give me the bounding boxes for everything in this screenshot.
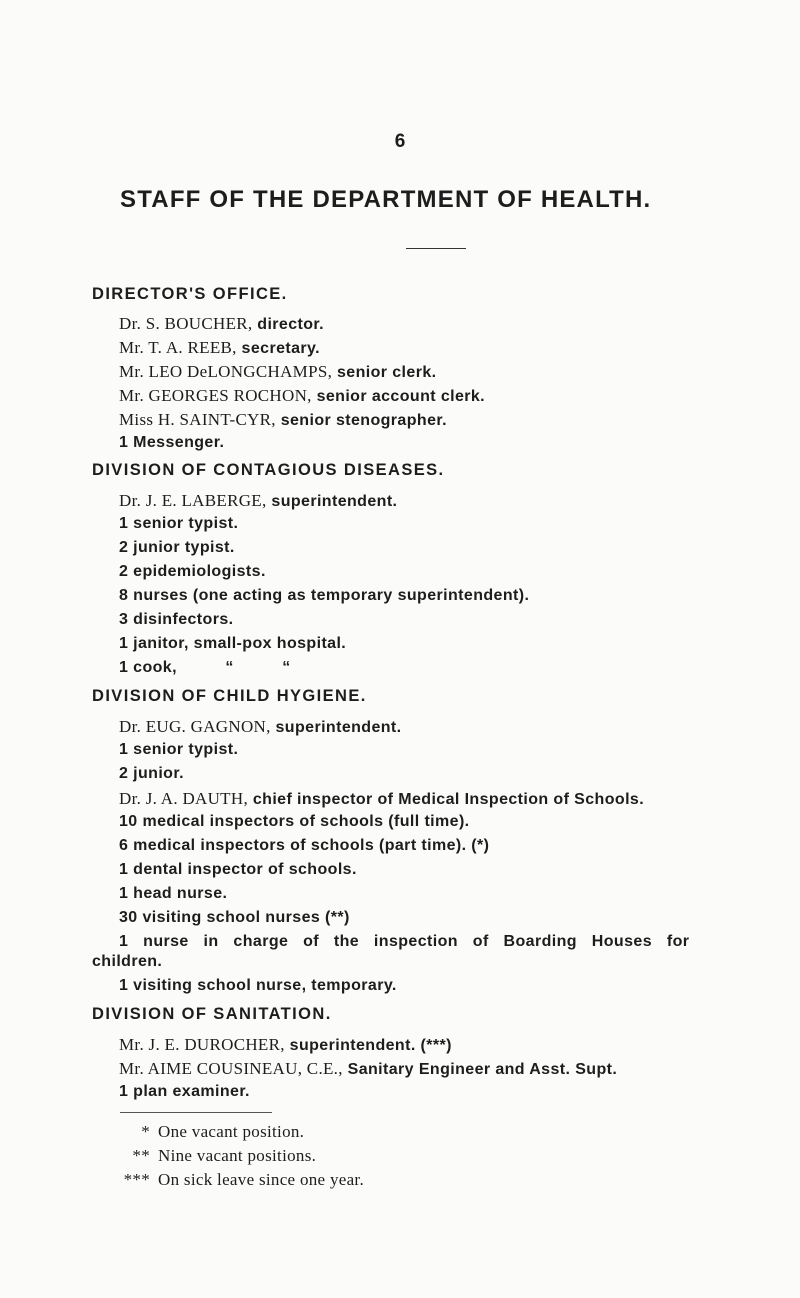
title-divider [406,248,466,249]
staff-line [119,1059,617,1079]
staff-role: superintendent. [266,493,398,510]
staff-line [119,362,436,382]
staff-name: Miss H. SAINT-CYR, [119,410,276,429]
staff-line: 2 epidemiologists. [119,563,266,580]
staff-line: 1 Messenger. [119,434,225,451]
staff-name: Dr. EUG. GAGNON, [119,717,271,736]
staff-name: Dr. J. A. DAUTH, [119,789,248,808]
staff-line [119,717,402,737]
staff-line: 8 nurses (one acting as temporary superintendent). [119,587,530,604]
staff-name: Mr. J. E. DUROCHER, [119,1035,285,1054]
section-heading-directors-office: DIRECTOR'S OFFICE. [92,285,288,303]
footnote-mark: * [141,1122,150,1141]
footnote-text: On sick leave since one year. [158,1170,365,1189]
staff-line: 10 medical inspectors of schools (full time). [119,813,470,830]
staff-name: Mr. GEORGES ROCHON, [119,386,312,405]
staff-line: 2 junior typist. [119,539,235,556]
footnote-divider [120,1112,272,1113]
staff-line: 30 visiting school nurses (**) [119,909,350,926]
staff-name: Dr. S. BOUCHER, [119,314,253,333]
staff-line: 1 cook, “ “ [119,659,291,676]
staff-line: 3 disinfectors. [119,611,234,628]
staff-role: senior account clerk. [311,388,486,405]
staff-line: 2 junior. [119,765,184,782]
section-heading-sanitation: DIVISION OF SANITATION. [92,1005,332,1023]
staff-line: 1 head nurse. [119,885,228,902]
staff-line [119,933,689,951]
staff-role: senior clerk. [332,364,437,381]
staff-line [119,338,320,358]
staff-line: 1 dental inspector of schools. [119,861,357,878]
staff-line-continuation: children. [92,953,163,970]
footnote [120,1146,316,1166]
footnote-text: Nine vacant positions. [158,1146,317,1165]
footnote-mark: *** [123,1170,150,1189]
section-heading-contagious-diseases: DIVISION OF CONTAGIOUS DISEASES. [92,461,445,479]
staff-name: Dr. J. E. LABERGE, [119,491,267,510]
staff-line [119,314,324,334]
staff-role: superintendent. [270,719,402,736]
staff-role: superintendent. (***) [284,1037,452,1054]
footnote-text: One vacant position. [158,1122,305,1141]
staff-role: chief inspector of Medical Inspection of Schools. [248,791,645,808]
staff-line [119,491,397,511]
staff-name: Mr. T. A. REEB, [119,338,237,357]
staff-role: Sanitary Engineer and Asst. Supt. [342,1061,618,1078]
staff-line [119,386,485,406]
staff-role: director. [252,316,325,333]
page-title: STAFF OF THE DEPARTMENT OF HEALTH. [120,186,652,213]
section-heading-child-hygiene: DIVISION OF CHILD HYGIENE. [92,687,367,705]
staff-role: senior stenographer. [275,412,447,429]
staff-name: Mr. AIME COUSINEAU, C.E., [119,1059,343,1078]
staff-line: 1 visiting school nurse, temporary. [119,977,397,994]
footnote [120,1170,364,1190]
footnote-mark: ** [132,1146,150,1165]
staff-line [119,410,447,430]
staff-line: 6 medical inspectors of schools (part time). (*) [119,837,490,854]
staff-line: 1 senior typist. [119,741,239,758]
staff-line [119,789,644,809]
footnote [120,1122,304,1142]
page-number: 6 [394,131,406,152]
staff-line: 1 plan examiner. [119,1083,250,1100]
staff-line: 1 janitor, small-pox hospital. [119,635,347,652]
staff-line-text: 1 nurse in charge of the inspection of Boarding Houses for [119,933,690,950]
staff-line [119,1035,452,1055]
staff-role: secretary. [236,340,320,357]
staff-name: Mr. LEO DeLONGCHAMPS, [119,362,333,381]
staff-line: 1 senior typist. [119,515,239,532]
